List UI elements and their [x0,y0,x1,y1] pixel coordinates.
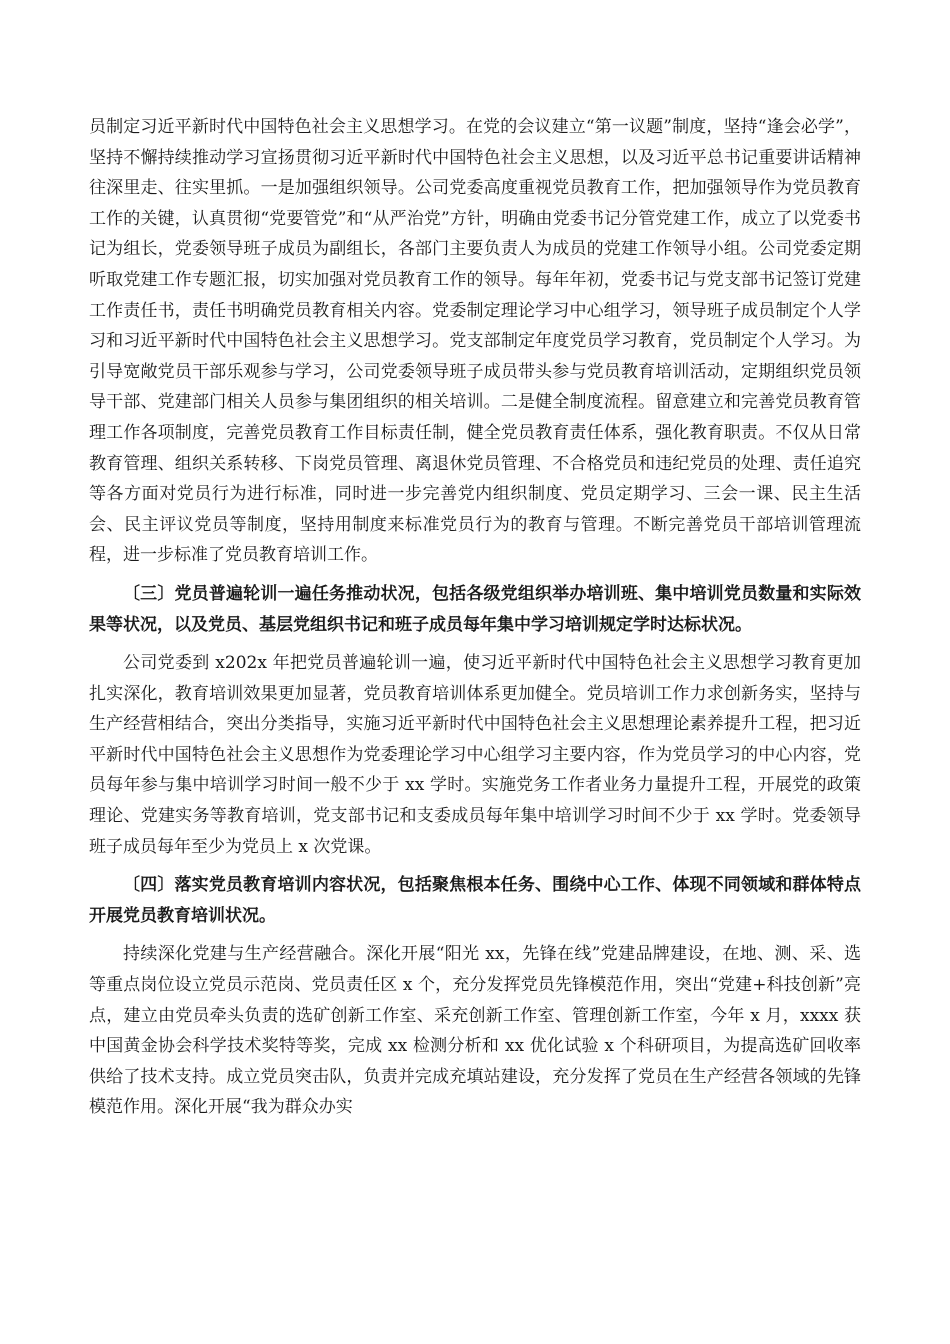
body-paragraph-3: 持续深化党建与生产经营融合。深化开展“阳光 xx，先锋在线”党建品牌建设，在地、测、采、选等重点岗位设立党员示范岗、党员责任区 x 个，充分发挥党员先锋模范作用，突出“党建+科技创新”亮点，建立由党员牵头负责的选矿创新工作室、采充创新工作室、管理创新工作室，今年 x 月，xxxx 获中国黄金协会科学技术奖特等奖，完成 xx 检测分析和 xx 优化试验 x 个科研项目，为提高选矿回收率供给了技术支持。成立党员突击队，负责并完成充填站建设，充分发挥了党员在生产经营各领域的先锋模范作用。深化开展“我为群众办实 [89,944,861,1118]
body-paragraph-2: 公司党委到 x202x 年把党员普遍轮训一遍，使习近平新时代中国特色社会主义思想学习教育更加扎实深化，教育培训效果更加显著，党员教育培训体系更加健全。党员培训工作力求创新务实，坚持与生产经营相结合，突出分类指导，实施习近平新时代中国特色社会主义思想理论素养提升工程，把习近平新时代中国特色社会主义思想作为党委理论学习中心组学习主要内容，作为党员学习的中心内容，党员每年参与集中培训学习时间一般不少于 xx 学时。实施党务工作者业务力量提升工程，开展党的政策理论、党建实务等教育培训，党支部书记和支委成员每年集中培训学习时间不少于 xx 学时。党委领导班子成员每年至少为党员上 x 次党课。 [89,653,861,857]
document-page [89,112,861,1123]
section-heading-3: 〔三〕党员普遍轮训一遍任务推动状况，包括各级党组织举办培训班、集中培训党员数量和实际效果等状况，以及党员、基层党组织书记和班子成员每年集中学习培训规定学时达标状况。 [89,583,861,635]
section-heading-4: 〔四〕落实党员教育培训内容状况，包括聚焦根本任务、围绕中心工作、体现不同领域和群体特点开展党员教育培训状况。 [89,875,861,926]
body-paragraph-1: 员制定习近平新时代中国特色社会主义思想学习。在党的会议建立“第一议题”制度，坚持“逢会必学”，坚持不懈持续推动学习宣扬贯彻习近平新时代中国特色社会主义思想，以及习近平总书记重要讲话精神往深里走、往实里抓。一是加强组织领导。公司党委高度重视党员教育工作，把加强领导作为党员教育工作的关键，认真贯彻“党要管党”和“从严治党”方针，明确由党委书记分管党建工作，成立了以党委书记为组长，党委领导班子成员为副组长，各部门主要负责人为成员的党建工作领导小组。公司党委定期听取党建工作专题汇报，切实加强对党员教育工作的领导。每年年初，党委书记与党支部书记签订党建工作责任书，责任书明确党员教育相关内容。党委制定理论学习中心组学习，领导班子成员制定个人学习和习近平新时代中国特色社会主义思想学习。党支部制定年度党员学习教育，党员制定个人学习。为引导宽敞党员干部乐观参与学习，公司党委领导班子成员带头参与党员教育培训活动，定期组织党员领导干部、党建部门相关人员参与集团组织的相关培训。二是健全制度流程。留意建立和完善党员教育管理工作各项制度，完善党员教育工作目标责任制，健全党员教育责任体系，强化教育职责。不仅从日常教育管理、组织关系转移、下岗党员管理、离退休党员管理、不合格党员和违纪党员的处理、责任追究等各方面对党员行为进行标准，同时进一步完善党内组织制度、党员定期学习、三会一课、民主生活会、民主评议党员等制度，坚持用制度来标准党员行为的教育与管理。不断完善党员干部培训管理流程，进一步标准了党员教育培训工作。 [89,117,861,566]
